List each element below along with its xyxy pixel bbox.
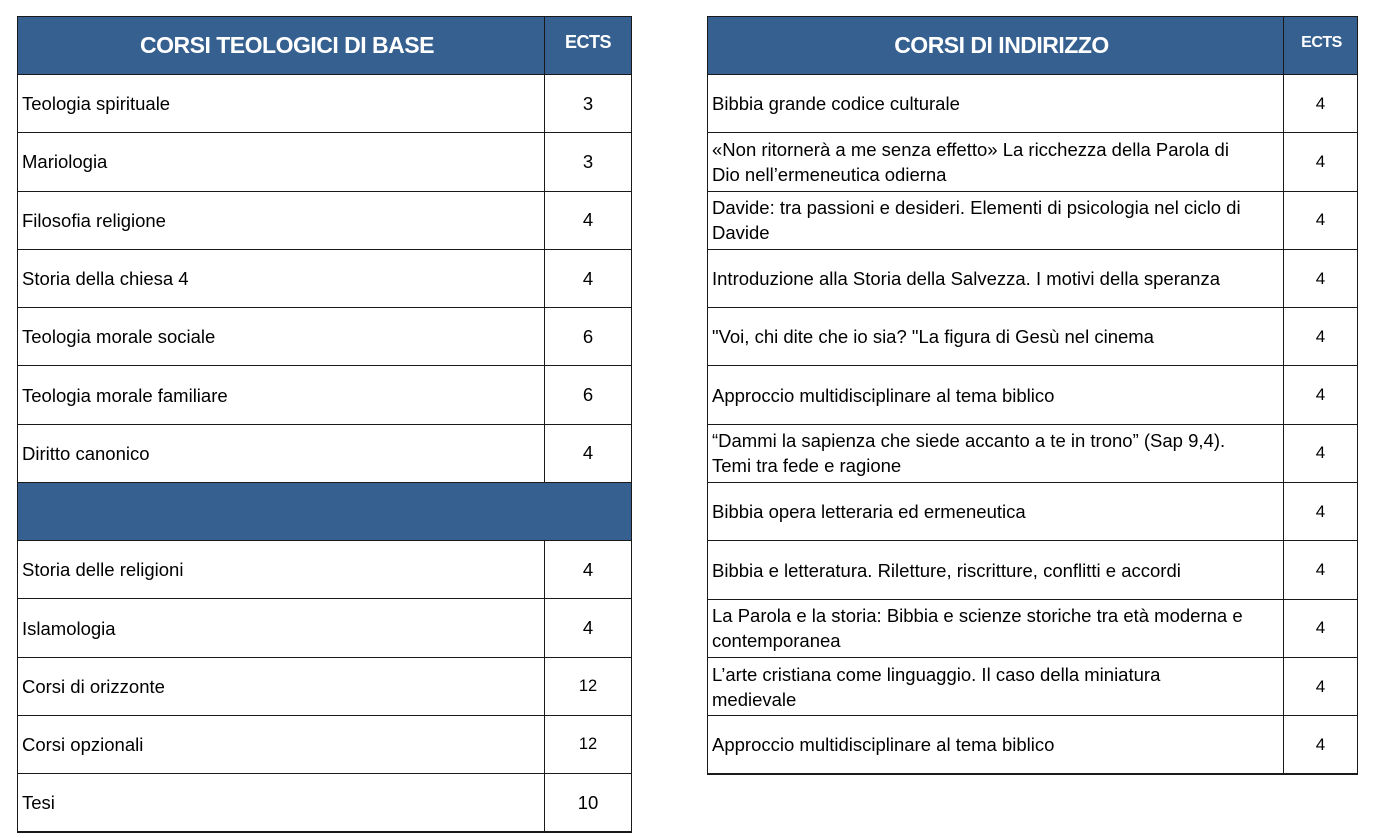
base-courses-table — [17, 16, 632, 833]
table-row — [18, 133, 632, 191]
table-row — [708, 716, 1358, 774]
ects-value: 4 — [1284, 599, 1358, 657]
course-name: “Dammi la sapienza che siede accanto a te in trono” (Sap 9,4). Temi tra fede e ragione — [708, 424, 1284, 482]
course-name: La Parola e la storia: Bibbia e scienze storiche tra età moderna e contemporanea — [708, 599, 1284, 657]
table-row — [708, 75, 1358, 133]
ects-value: 4 — [545, 599, 632, 657]
ects-value: 4 — [1284, 424, 1358, 482]
ects-value: 12 — [545, 657, 632, 715]
table-row — [708, 657, 1358, 715]
course-name: Approccio multidisciplinare al tema biblico — [708, 366, 1284, 424]
table-header — [708, 17, 1358, 75]
course-name: Teologia morale sociale — [18, 308, 545, 366]
course-name: Bibbia grande codice culturale — [708, 75, 1284, 133]
course-name: Introduzione alla Storia della Salvezza. I motivi della speranza — [708, 249, 1284, 307]
table-row — [708, 424, 1358, 482]
ects-header: ECTS — [1284, 17, 1358, 75]
ects-value: 4 — [1284, 541, 1358, 599]
table-row — [18, 599, 632, 657]
ects-value: 12 — [545, 715, 632, 773]
table-row — [708, 483, 1358, 541]
table-row — [18, 75, 632, 133]
specialization-courses-table — [707, 16, 1358, 775]
ects-value: 4 — [1284, 716, 1358, 774]
course-name: Islamologia — [18, 599, 545, 657]
table-title: CORSI DI INDIRIZZO — [708, 17, 1284, 75]
course-name: Teologia spirituale — [18, 75, 545, 133]
table-row — [708, 191, 1358, 249]
course-name: Davide: tra passioni e desideri. Elementi di psicologia nel ciclo di Davide — [708, 191, 1284, 249]
ects-value: 6 — [545, 366, 632, 424]
ects-value: 4 — [1284, 191, 1358, 249]
table-row — [708, 599, 1358, 657]
ects-value: 3 — [545, 133, 632, 191]
table-row — [708, 366, 1358, 424]
ects-value: 4 — [545, 541, 632, 599]
table-title: CORSI TEOLOGICI DI BASE — [18, 17, 545, 75]
table-row — [708, 308, 1358, 366]
table-row — [18, 308, 632, 366]
course-name: Storia della chiesa 4 — [18, 249, 545, 307]
table-row — [18, 191, 632, 249]
course-name: Approccio multidisciplinare al tema biblico — [708, 716, 1284, 774]
course-name: Bibbia opera letteraria ed ermeneutica — [708, 483, 1284, 541]
ects-value: 4 — [1284, 366, 1358, 424]
ects-value: 4 — [1284, 308, 1358, 366]
course-name: Bibbia e letteratura. Riletture, riscritture, conflitti e accordi — [708, 541, 1284, 599]
course-name: L’arte cristiana come linguaggio. Il caso della miniatura medievale — [708, 657, 1284, 715]
course-name: Corsi opzionali — [18, 715, 545, 773]
ects-value: 4 — [545, 424, 632, 482]
course-name: Storia delle religioni — [18, 541, 545, 599]
ects-value: 4 — [1284, 483, 1358, 541]
section-separator — [18, 483, 632, 541]
course-name: Mariologia — [18, 133, 545, 191]
ects-value: 4 — [1284, 75, 1358, 133]
ects-value: 4 — [1284, 133, 1358, 191]
course-name: "Voi, chi dite che io sia? "La figura di Gesù nel cinema — [708, 308, 1284, 366]
ects-value: 10 — [545, 774, 632, 832]
table-row — [18, 657, 632, 715]
ects-header: ECTS — [545, 17, 632, 75]
separator-band — [18, 483, 632, 541]
table-row — [18, 715, 632, 773]
course-name: «Non ritornerà a me senza effetto» La ricchezza della Parola di Dio nell’ermeneutica odierna — [708, 133, 1284, 191]
table-row — [708, 541, 1358, 599]
table-row — [708, 249, 1358, 307]
course-name: Filosofia religione — [18, 191, 545, 249]
ects-value: 4 — [1284, 249, 1358, 307]
course-name: Corsi di orizzonte — [18, 657, 545, 715]
table-row — [18, 541, 632, 599]
table-row — [18, 424, 632, 482]
ects-value: 3 — [545, 75, 632, 133]
course-name: Diritto canonico — [18, 424, 545, 482]
table-row — [18, 774, 632, 832]
table-row — [18, 366, 632, 424]
course-name: Teologia morale familiare — [18, 366, 545, 424]
table-row — [708, 133, 1358, 191]
course-name: Tesi — [18, 774, 545, 832]
ects-value: 6 — [545, 308, 632, 366]
ects-value: 4 — [1284, 657, 1358, 715]
table-header — [18, 17, 632, 75]
table-row — [18, 249, 632, 307]
ects-value: 4 — [545, 191, 632, 249]
ects-value: 4 — [545, 249, 632, 307]
